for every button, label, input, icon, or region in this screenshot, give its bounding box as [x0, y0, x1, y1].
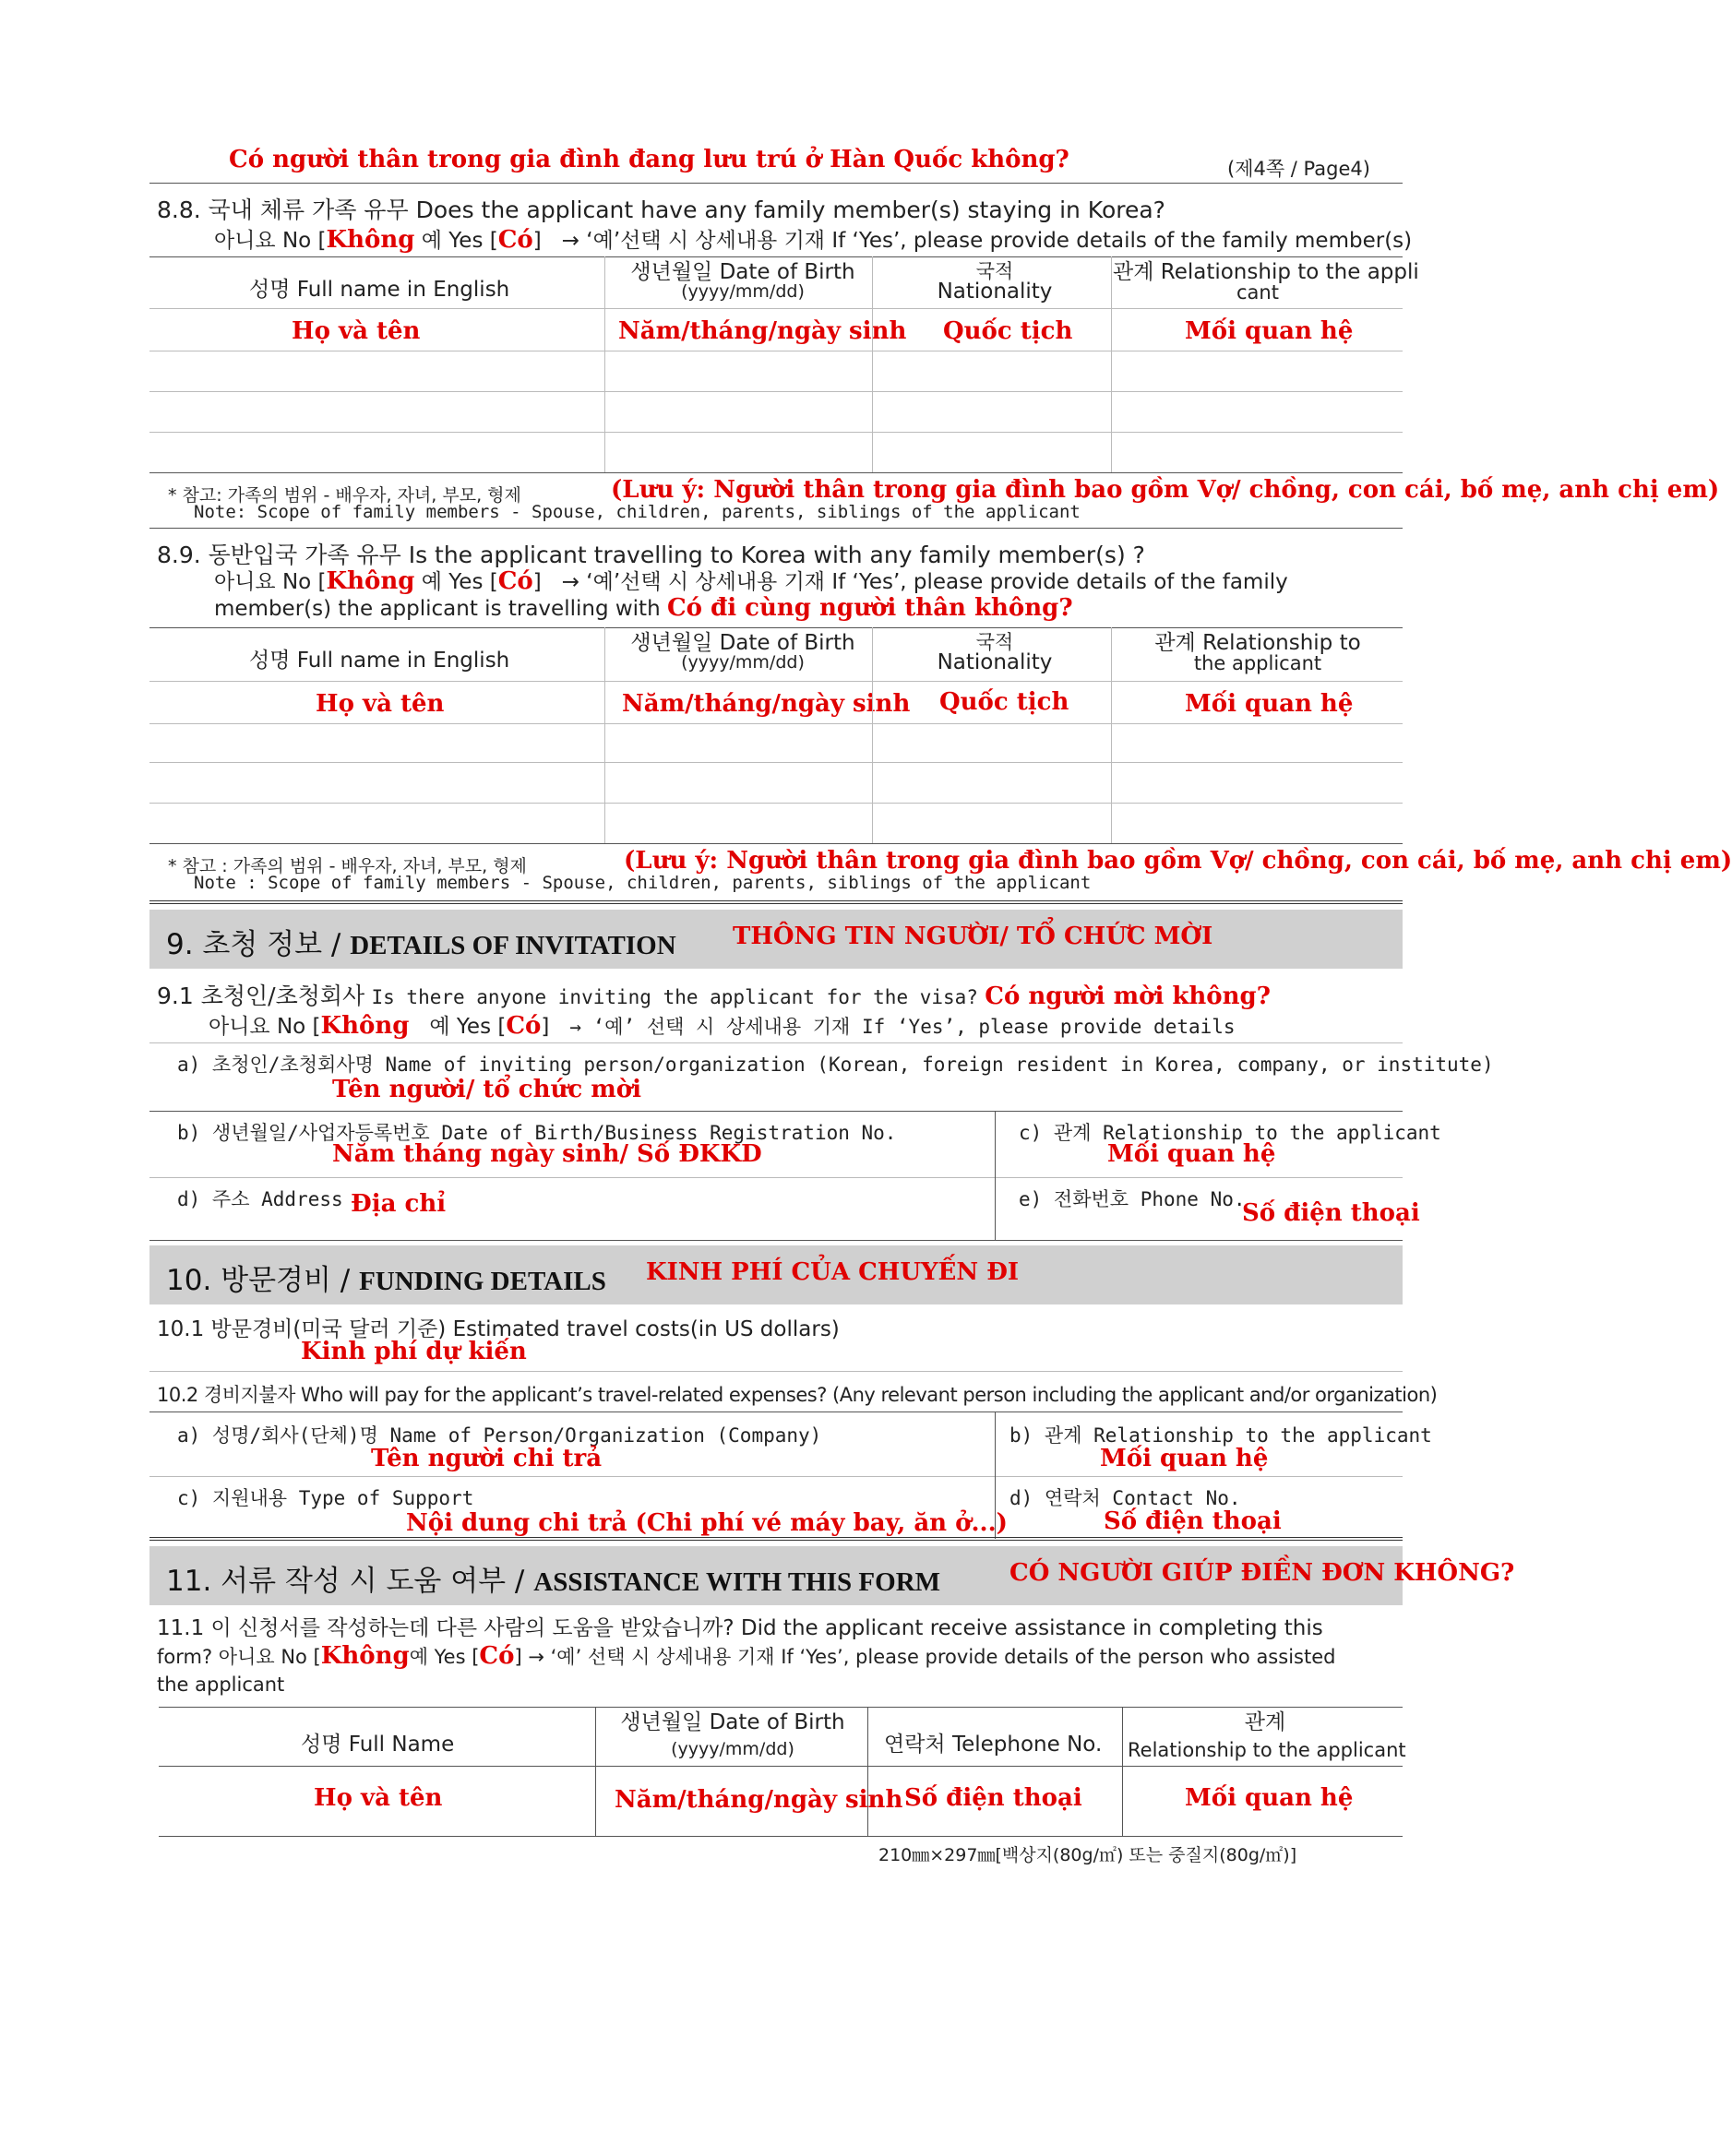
- row-vn-full-name[interactable]: Họ và tên: [316, 690, 445, 718]
- row-vn-date-of-birth[interactable]: Năm/tháng/ngày sinh: [622, 690, 911, 718]
- column-header-date-of-birth: 생년월일 Date of Birth (yyyy/mm/dd): [620, 1710, 845, 1759]
- column-header-relationship: 관계 Relationship to the applicant: [1128, 1710, 1406, 1761]
- answer-yes-vn[interactable]: Có: [497, 226, 533, 254]
- question-8-9-options: 아니요 No [Không 예 Yes [Có] → ‘예’선택 시 상세내용 기재 If ‘Yes’, please provide details of the family: [214, 567, 1288, 595]
- field-a-payer-name-vn[interactable]: Tên người chi trả: [371, 1445, 603, 1472]
- field-d-address-label: d) 주소 Address: [177, 1188, 343, 1210]
- column-header-relationship: 관계 Relationship to the applicant: [1154, 631, 1361, 674]
- note-family-scope-en: Note : Scope of family members - Spouse, children, parents, siblings of the applicant: [194, 873, 1092, 893]
- question-8-9-vn: Có đi cùng người thân không?: [666, 594, 1073, 622]
- row-vn-full-name[interactable]: Họ và tên: [292, 317, 421, 345]
- field-e-phone-vn[interactable]: Số điện thoại: [1242, 1199, 1420, 1227]
- question-9-1-vn: Có người mời không?: [985, 983, 1271, 1010]
- answer-yes-vn[interactable]: Có: [506, 1012, 542, 1040]
- field-b-dob-label: b) 생년월일/사업자등록번호 Date of Birth/Business Registration No.: [177, 1122, 897, 1144]
- page-number-label: (제4쪽 / Page4): [1227, 158, 1370, 180]
- answer-yes-vn[interactable]: Có: [497, 567, 533, 595]
- row-vn-relationship[interactable]: Mối quan hệ: [1185, 317, 1354, 345]
- row-vn-relationship[interactable]: Mối quan hệ: [1185, 1784, 1354, 1812]
- column-header-relationship: 관계 Relationship to the appli cant: [1113, 260, 1419, 304]
- field-c-relationship-label: c) 관계 Relationship to the applicant: [1019, 1122, 1441, 1144]
- column-header-nationality: 국적 Nationality: [937, 631, 1053, 674]
- answer-no-vn[interactable]: Không: [320, 1012, 410, 1040]
- field-a-inviter-name-vn[interactable]: Tên người/ tổ chức mời: [332, 1076, 642, 1103]
- row-vn-telephone[interactable]: Số điện thoại: [904, 1784, 1082, 1812]
- field-c-relationship-vn[interactable]: Mối quan hệ: [1107, 1140, 1276, 1168]
- page-header-vn-question: Có người thân trong gia đình đang lưu trú ở Hàn Quốc không?: [229, 146, 1069, 173]
- answer-no-vn[interactable]: Không: [320, 1642, 410, 1670]
- section-10-heading: 10. 방문경비 / FUNDING DETAILS KINH PHÍ CỦA CHUYẾN ĐI: [149, 1245, 1403, 1304]
- section-11-heading-vn: CÓ NGƯỜI GIÚP ĐIỀN ĐƠN KHÔNG?: [1009, 1559, 1515, 1587]
- field-b-relationship-label: b) 관계 Relationship to the applicant: [1009, 1424, 1432, 1447]
- question-8-8-title: 8.8. 국내 체류 가족 유무 Does the applicant have any family member(s) staying in Korea?: [157, 197, 1165, 223]
- column-header-nationality: 국적 Nationality: [937, 260, 1053, 304]
- question-11-1-line2: form? 아니요 No [Không예 Yes [Có] → ‘예’ 선택 시 상세내용 기재 If ‘Yes’, please provide details of the person who assisted: [157, 1642, 1336, 1670]
- question-8-8-options: 아니요 No [Không 예 Yes [Có] → ‘예’선택 시 상세내용 기재 If ‘Yes’, please provide details of the family member(s): [214, 226, 1413, 254]
- field-c-support-type-vn[interactable]: Nội dung chi trả (Chi phí vé máy bay, ăn ở...): [406, 1509, 1008, 1537]
- field-a-payer-name-label: a) 성명/회사(단체)명 Name of Person/Organization (Company): [177, 1424, 822, 1447]
- section-10-heading-vn: KINH PHÍ CỦA CHUYẾN ĐI: [646, 1258, 1020, 1286]
- column-header-full-name: 성명 Full name in English: [249, 649, 510, 673]
- note-family-scope-en: Note: Scope of family members - Spouse, children, parents, siblings of the applicant: [194, 502, 1081, 522]
- section-11-heading: 11. 서류 작성 시 도움 여부 / ASSISTANCE WITH THIS FORM CÓ NGƯỜI GIÚP ĐIỀN ĐƠN KHÔNG?: [149, 1546, 1403, 1605]
- question-8-9-detail-line2: member(s) the applicant is travelling with Có đi cùng người thân không?: [214, 594, 1073, 622]
- note-family-scope-vn: (Lưu ý: Người thân trong gia đình bao gồm Vợ/ chồng, con cái, bố mẹ, anh chị em): [624, 847, 1732, 875]
- field-d-contact-label: d) 연락처 Contact No.: [1009, 1487, 1241, 1509]
- column-header-full-name: 성명 Full name in English: [249, 278, 510, 302]
- column-header-date-of-birth: 생년월일 Date of Birth (yyyy/mm/dd): [630, 260, 855, 302]
- note-family-scope-kr: * 참고 : 가족의 범위 - 배우자, 자녀, 부모, 형제: [168, 856, 527, 876]
- field-e-phone-label: e) 전화번호 Phone No.: [1019, 1188, 1246, 1210]
- answer-yes-vn[interactable]: Có: [479, 1642, 515, 1670]
- field-b-dob-vn[interactable]: Năm tháng ngày sinh/ Số ĐKKD: [332, 1140, 762, 1168]
- field-d-contact-vn[interactable]: Số điện thoại: [1104, 1507, 1282, 1535]
- row-vn-nationality[interactable]: Quốc tịch: [943, 317, 1073, 345]
- note-family-scope-vn: (Lưu ý: Người thân trong gia đình bao gồm Vợ/ chồng, con cái, bố mẹ, anh chị em): [611, 476, 1720, 504]
- question-10-1: 10.1 방문경비(미국 달러 기준) Estimated travel costs(in US dollars): [157, 1317, 840, 1341]
- row-vn-date-of-birth[interactable]: Năm/tháng/ngày sinh: [615, 1786, 903, 1814]
- answer-no-vn[interactable]: Không: [326, 567, 415, 595]
- column-header-date-of-birth: 생년월일 Date of Birth (yyyy/mm/dd): [630, 631, 855, 673]
- field-c-support-type-label: c) 지원내용 Type of Support: [177, 1487, 474, 1509]
- note-family-scope-kr: * 참고: 가족의 범위 - 배우자, 자녀, 부모, 형제: [168, 485, 521, 506]
- field-a-inviter-name-label: a) 초청인/초청회사명 Name of inviting person/organization (Korean, foreign resident in Korea, company, or institute): [177, 1054, 1494, 1076]
- section-9-heading-vn: THÔNG TIN NGƯỜI/ TỔ CHỨC MỜI: [733, 923, 1213, 950]
- field-d-address-vn[interactable]: Địa chỉ: [351, 1190, 447, 1218]
- section-9-heading: 9. 초청 정보 / DETAILS OF INVITATION THÔNG TIN NGƯỜI/ TỔ CHỨC MỜI: [149, 910, 1403, 969]
- row-vn-relationship[interactable]: Mối quan hệ: [1185, 690, 1354, 718]
- row-vn-nationality[interactable]: Quốc tịch: [939, 688, 1069, 716]
- question-10-1-vn[interactable]: Kinh phí dự kiến: [301, 1338, 527, 1365]
- answer-no-vn[interactable]: Không: [326, 226, 415, 254]
- question-11-1-line3: the applicant: [157, 1674, 285, 1696]
- paper-spec-footer: 210㎜×297㎜[백상지(80g/㎡) 또는 중질지(80g/㎡)]: [878, 1845, 1297, 1865]
- row-vn-full-name[interactable]: Họ và tên: [314, 1784, 443, 1812]
- field-b-relationship-vn[interactable]: Mối quan hệ: [1100, 1445, 1269, 1472]
- question-9-1-options: 아니요 No [Không 예 Yes [Có] → ‘예’ 선택 시 상세내용 기재 If ‘Yes’, please provide details: [209, 1012, 1236, 1040]
- question-9-1: 9.1 초청인/초청회사 Is there anyone inviting the applicant for the visa? Có người mời không?: [157, 983, 1271, 1010]
- question-11-1-line1: 11.1 이 신청서를 작성하는데 다른 사람의 도움을 받았습니까? Did the applicant receive assistance in completing this: [157, 1616, 1323, 1640]
- question-10-2: 10.2 경비지불자 Who will pay for the applicant’s travel-related expenses? (Any relevant person including the applicant and/or organization): [157, 1384, 1438, 1406]
- column-header-full-name: 성명 Full Name: [301, 1733, 455, 1757]
- question-8-9-title: 8.9. 동반입국 가족 유무 Is the applicant travelling to Korea with any family member(s) ?: [157, 542, 1145, 568]
- column-header-telephone: 연락처 Telephone No.: [884, 1733, 1103, 1757]
- row-vn-date-of-birth[interactable]: Năm/tháng/ngày sinh: [618, 317, 907, 345]
